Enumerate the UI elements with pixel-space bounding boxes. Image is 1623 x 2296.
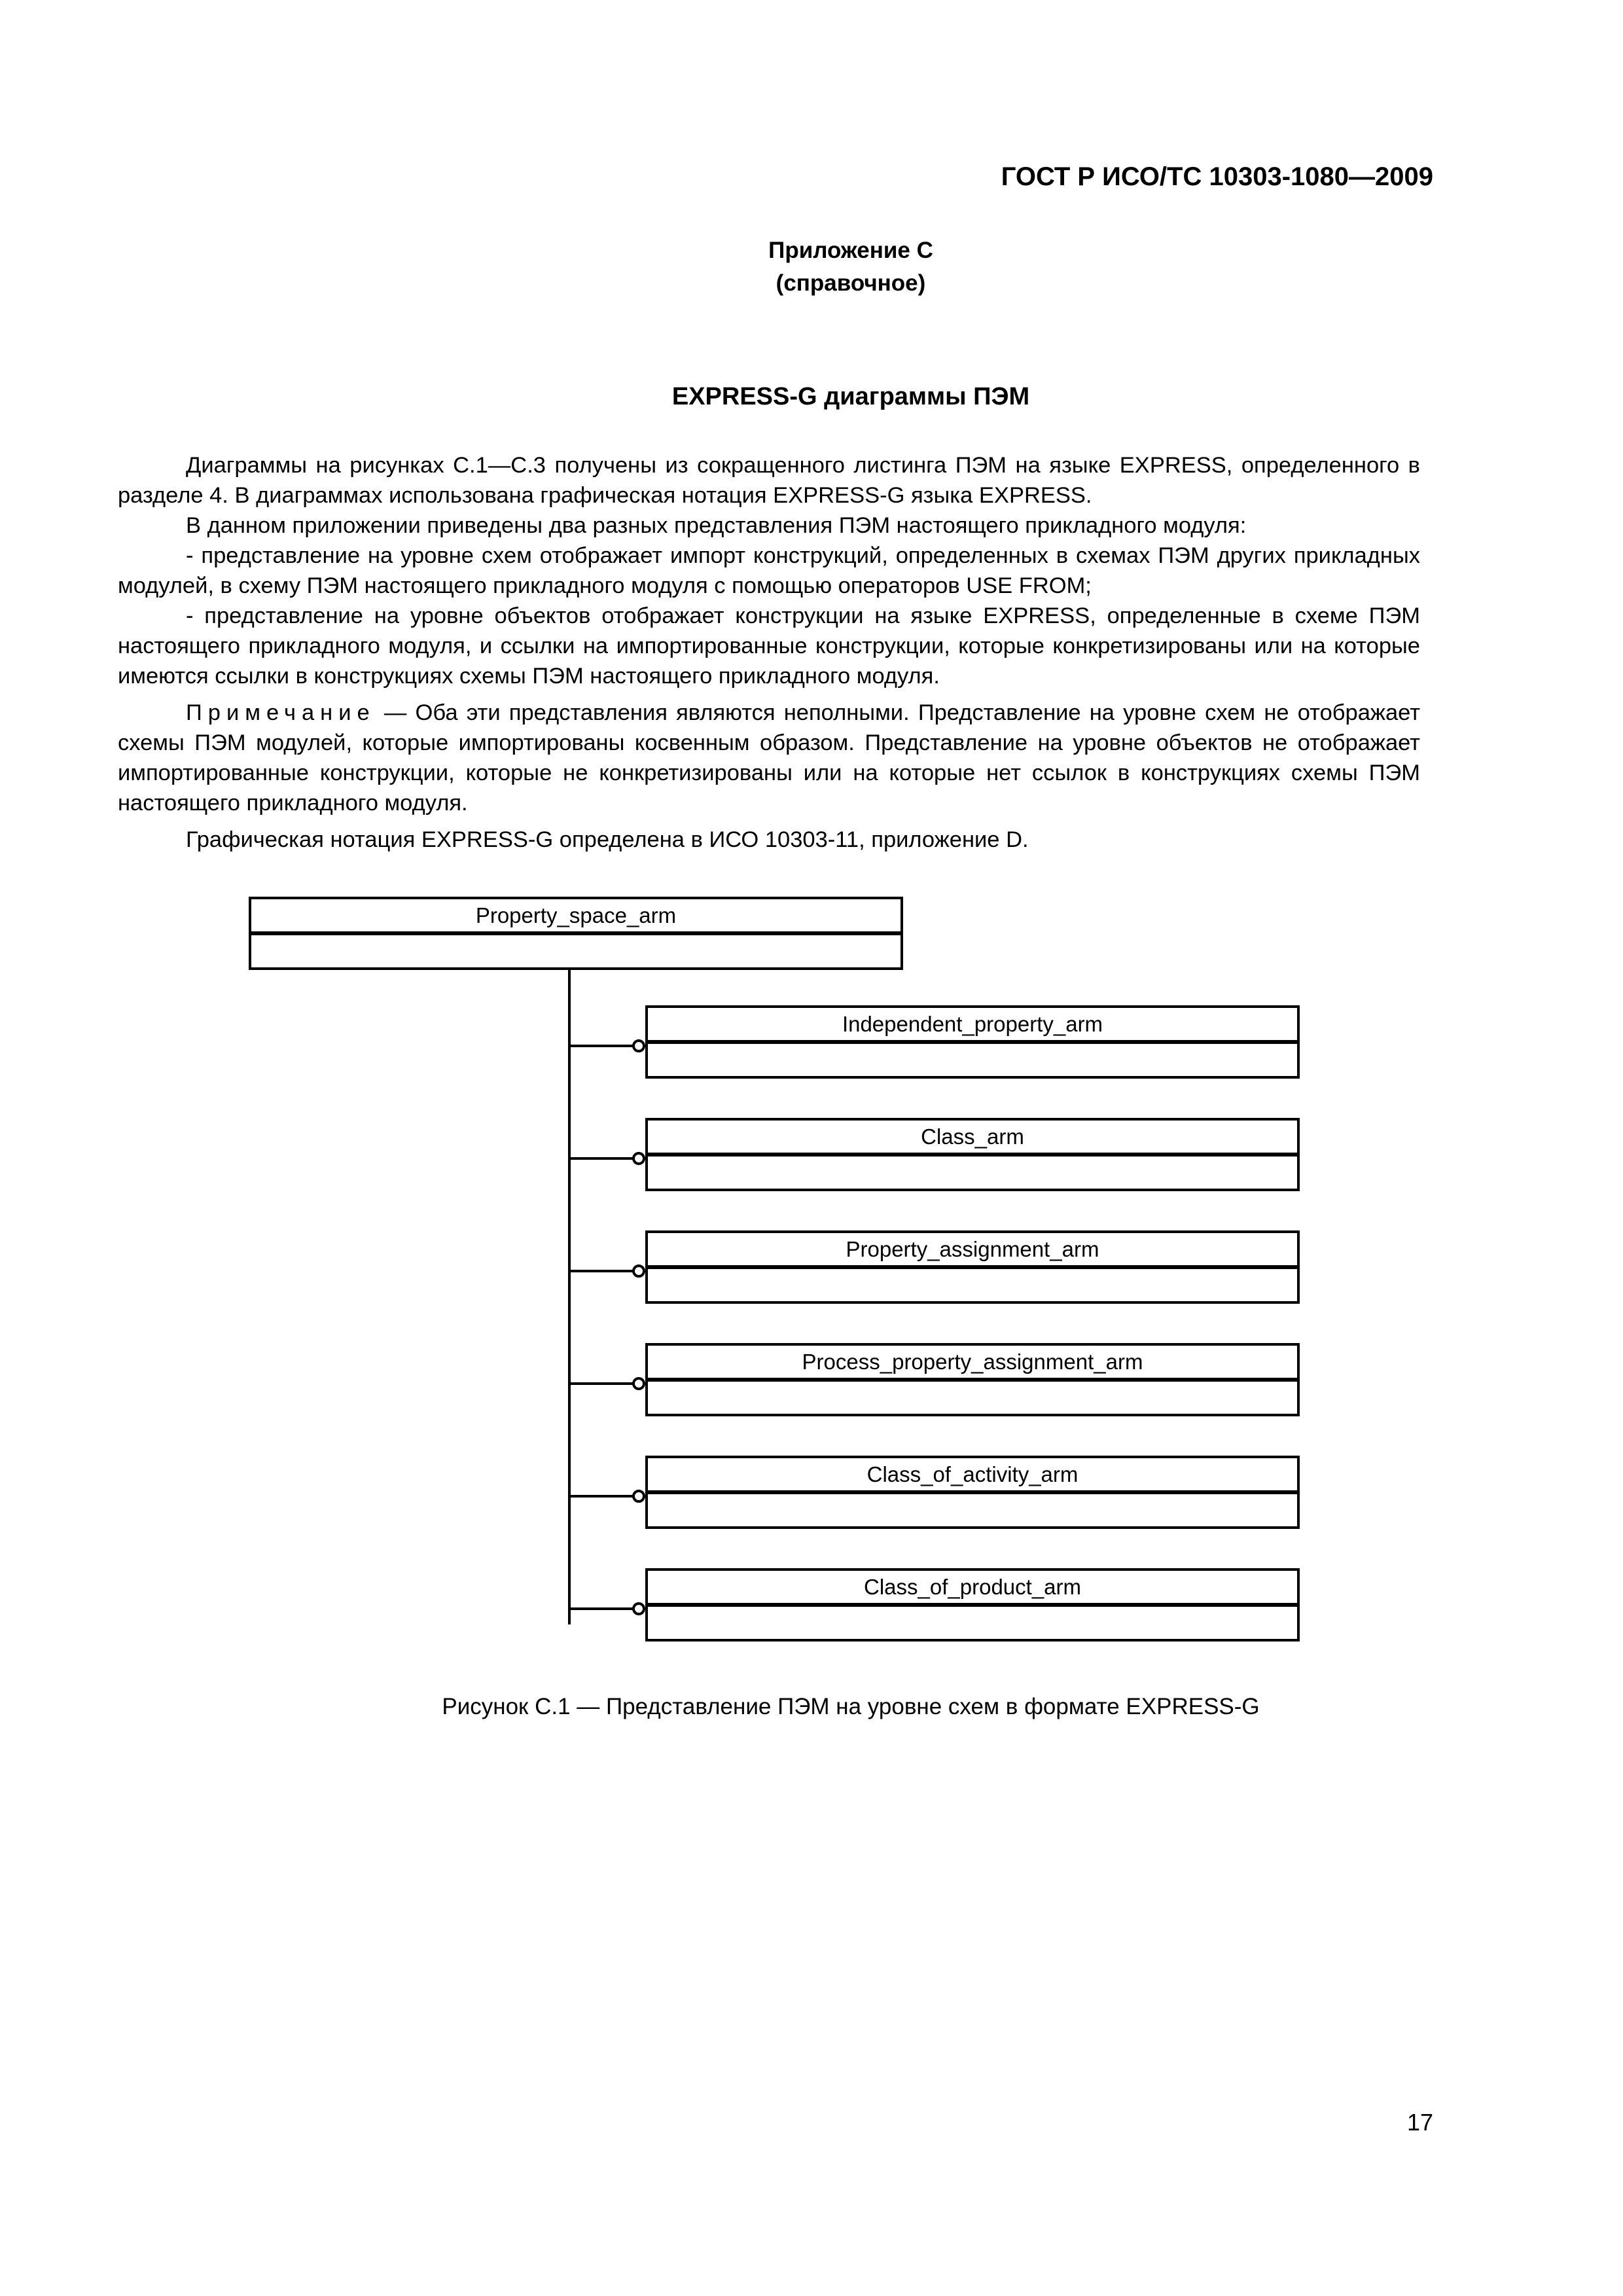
note-paragraph xyxy=(118,698,1420,818)
relationship-circle xyxy=(632,1377,645,1390)
relationship-circle xyxy=(632,1152,645,1165)
entity-name: Class_of_product_arm xyxy=(648,1571,1297,1607)
figure-caption-text: Рисунок С.1 — Представление ПЭМ на уровне схем в формате EXPRESS-G xyxy=(442,1694,1260,1719)
page-number: 17 xyxy=(1406,2109,1433,2136)
relationship-circle xyxy=(632,1490,645,1503)
standard-header: ГОСТ Р ИСО/ТС 10303-1080—2009 xyxy=(1001,162,1433,191)
entity-name: Process_property_assignment_arm xyxy=(648,1346,1297,1382)
entity-name: Independent_property_arm xyxy=(648,1008,1297,1044)
entity-box xyxy=(645,1118,1300,1191)
relationship-circle xyxy=(632,1039,645,1052)
paragraph-1: Диаграммы на рисунках С.1—С.3 получены из сокращенного листинга ПЭМ на языке EXPRESS, определенного в разделе 4. В диаграммах использована графическая нотация EXPRESS-G языка EXPRESS. xyxy=(118,453,1420,508)
note-text: — Оба эти представления являются неполными. Представление на уровне схем не отображает схемы ПЭМ модулей, которые импортированы косвенным образом. Представление на уровне объектов не отображает импортированные конструкции, которые не конкретизированы или на которые нет ссылок в конструкциях схемы ПЭМ настоящего прикладного модуля. xyxy=(118,700,1420,816)
note-label: Примечание xyxy=(186,700,376,725)
trunk-line xyxy=(568,970,571,1624)
notation-paragraph: Графическая нотация EXPRESS-G определена в ИСО 10303-11, приложение D. xyxy=(186,827,1029,852)
branch-line xyxy=(568,1270,641,1272)
entity-name: Property_assignment_arm xyxy=(648,1233,1297,1269)
entity-box xyxy=(645,1005,1300,1079)
entity-name: Class_of_activity_arm xyxy=(648,1458,1297,1494)
figure-caption xyxy=(0,1694,1623,1720)
entity-name-root: Property_space_arm xyxy=(251,899,901,935)
entity-name: Class_arm xyxy=(648,1121,1297,1157)
branch-line xyxy=(568,1045,641,1047)
branch-line xyxy=(568,1607,641,1610)
entity-box-root xyxy=(249,897,903,970)
paragraph-2: В данном приложении приведены два разных представления ПЭМ настоящего прикладного модуля: xyxy=(186,513,1247,538)
branch-line xyxy=(568,1157,641,1160)
section-title xyxy=(0,383,1623,411)
annex-heading xyxy=(0,234,1623,300)
entity-box xyxy=(645,1230,1300,1304)
relationship-circle xyxy=(632,1602,645,1615)
section-title-text: EXPRESS-G диаграммы ПЭМ xyxy=(671,383,1030,410)
annex-title: Приложение С xyxy=(768,238,933,263)
entity-box xyxy=(645,1343,1300,1416)
annex-type: (справочное) xyxy=(776,270,926,296)
branch-line xyxy=(568,1495,641,1498)
branch-line xyxy=(568,1382,641,1385)
relationship-circle xyxy=(632,1265,645,1278)
entity-box xyxy=(645,1568,1300,1641)
list-item-schema-level: - представление на уровне схем отображает импорт конструкций, определенных в схемах ПЭМ других прикладных модулей, в схему ПЭМ настоящего прикладного модуля с помощью операторов USE FROM; xyxy=(118,543,1420,598)
entity-box xyxy=(645,1456,1300,1529)
list-item-entity-level: - представление на уровне объектов отображает конструкции на языке EXPRESS, определенные в схеме ПЭМ настоящего прикладного модуля, и ссылки на импортированные конструкции, которые конкретизированы или на которые имеются ссылки в конструкциях схемы ПЭМ настоящего прикладного модуля. xyxy=(118,603,1420,689)
body-text xyxy=(118,450,1420,855)
